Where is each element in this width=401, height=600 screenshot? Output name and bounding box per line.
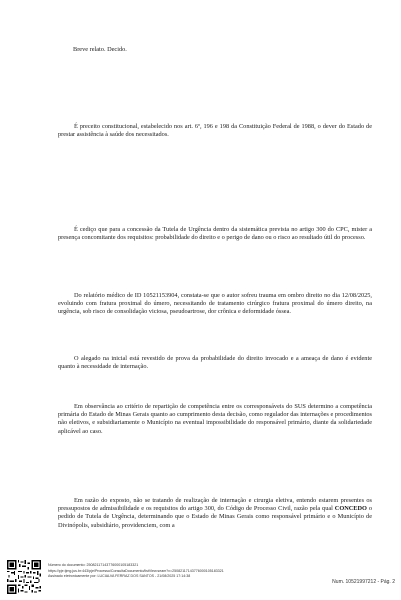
document-url[interactable]: https://pje.tjmg.jus.br:443/pje/Processo/ConsultaDocumento/listView.seam?x=25082117143776000105183321 xyxy=(48,568,224,573)
paragraph-probability: O alegado na inicial está revestido de prova da probabilidade do direito invocado e a ameaça de dano é evidente quanto à necessidade de internação. xyxy=(58,355,372,371)
paragraph-medical-report: Do relatório médico de ID 10521153904, constata-se que o autor sofreu trauma em ombro direito no dia 12/08/2025, evoluindo com fratura proximal do úmero, necessitando de tratamento cirúrgico fratura proximal do úmero direito, na urgência, sob risco de consolidação viciosa, pseudoartrose, dor crônica e deformidade óssea. xyxy=(58,292,372,316)
qr-code-icon xyxy=(7,560,41,594)
decision-keyword: CONCEDO xyxy=(334,505,367,513)
document-metadata xyxy=(48,563,308,580)
paragraph-constitutional: É preceito constitucional, estabelecido nos art. 6º, 196 e 198 da Constituição Federal de 1988, o dever do Estado de prestar assistência à saúde dos necessitados. xyxy=(58,123,372,139)
signature-line: Assinado eletronicamente por: LUCIALVA FERRAZ DOS SANTOS - 21/08/2025 17:14:38 xyxy=(48,574,191,579)
document-number: Número do documento: 25082117143776000105183321 xyxy=(48,563,139,567)
paragraph-tutela-requirements: É cediço que para a concessão da Tutela de Urgência dentro da sistemática prevista no artigo 300 do CPC, mister a presença concomitante dos requisitos: probabilidade do direito e o perigo de dano ou o risco ao resultado útil do processo. xyxy=(58,226,372,242)
paragraph-decision: Em razão do exposto, não se tratando de realização de internação e cirurgia eletiva, entendo estarem presentes os pressupostos de admissibilidade e os requisitos do artigo 300, do Código de Processo Civil, razão pela qual CONCEDO o pedido de Tutela de Urgência, determinando que o Estado de Minas Gerais como responsável primário e o Município de Divinópolis, subsidiário, providenciem, com a xyxy=(58,497,372,529)
paragraph-intro: Breve relato. Decido. xyxy=(73,46,127,53)
paragraph-competence: Em observância ao critério de repartição de competência entre os corresponsáveis do SUS determino a competência primária do Estado de Minas Gerais quanto ao cumprimento desta decisão, como regulador das internações e procedimentos não eletivos, e subsidiariamente o Município na eventual impossibilidade do responsável primário, diante da solidariedade aplicável ao caso. xyxy=(58,403,372,435)
page-number: Num. 10521997212 - Pág. 2 xyxy=(332,579,395,585)
